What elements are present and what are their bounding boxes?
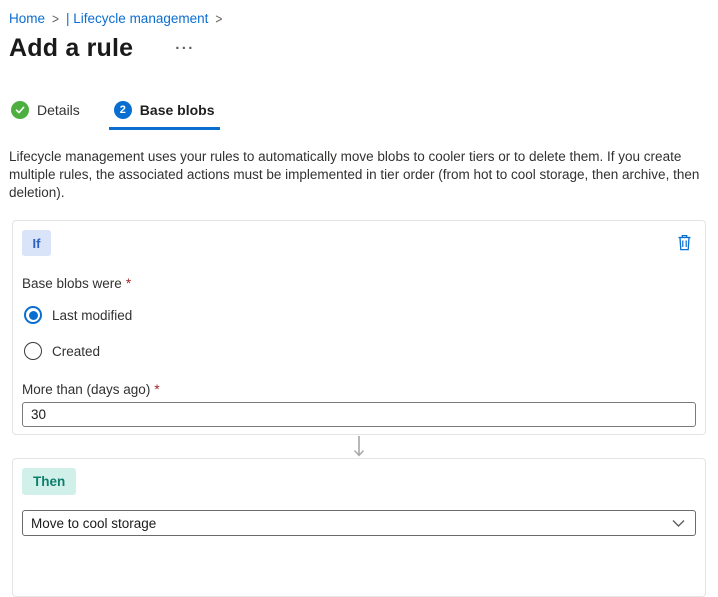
then-action-dropdown[interactable] [22,510,696,536]
page-title: Add a rule [9,34,134,62]
more-than-days-label: More than (days ago) * [22,382,160,397]
if-badge: If [22,230,51,256]
radio-created-label: Created [52,343,101,359]
radio-selected-icon [24,306,42,324]
flow-down-arrow-icon [0,435,718,458]
chevron-down-icon [672,519,685,528]
completed-check-icon [11,101,29,119]
tab-base-blobs-label: Base blobs [139,102,215,118]
if-card-header [22,230,696,256]
trash-icon [677,234,692,251]
then-badge: Then [22,468,76,495]
wizard-tabs [6,101,718,130]
if-condition-card [12,220,706,435]
breadcrumb-separator-icon: > [215,10,223,27]
days-ago-input[interactable] [22,402,696,427]
required-asterisk: * [154,382,160,397]
then-action-card [12,458,706,597]
then-action-selected-value: Move to cool storage [31,515,157,531]
more-actions-button[interactable]: ··· [171,39,199,58]
radio-last-modified-label: Last modified [52,307,133,323]
tab-details-label: Details [37,102,80,118]
lifecycle-description-text: Lifecycle management uses your rules to automatically move blobs to cooler tiers or to delete them. If you create multiple rules, the associated actions must be implemented in tier order (from hot to cool storage, then archive, then deletion). [9,149,700,200]
breadcrumb-lifecycle-management-link[interactable]: | Lifecycle management [66,11,209,26]
tab-base-blobs[interactable] [109,101,220,130]
breadcrumb [0,0,718,26]
title-row [9,34,718,63]
radio-last-modified[interactable] [22,304,134,326]
step-2-badge-icon: 2 [114,101,132,119]
breadcrumb-separator-icon: > [52,10,60,27]
base-blobs-were-label: Base blobs were * [22,276,132,291]
delete-condition-button[interactable] [675,232,694,253]
breadcrumb-home-link[interactable]: Home [9,11,46,26]
tab-details[interactable] [6,101,85,130]
then-card-header [22,468,696,495]
required-asterisk: * [125,276,132,291]
radio-created[interactable] [22,340,102,362]
radio-unselected-icon [24,342,42,360]
